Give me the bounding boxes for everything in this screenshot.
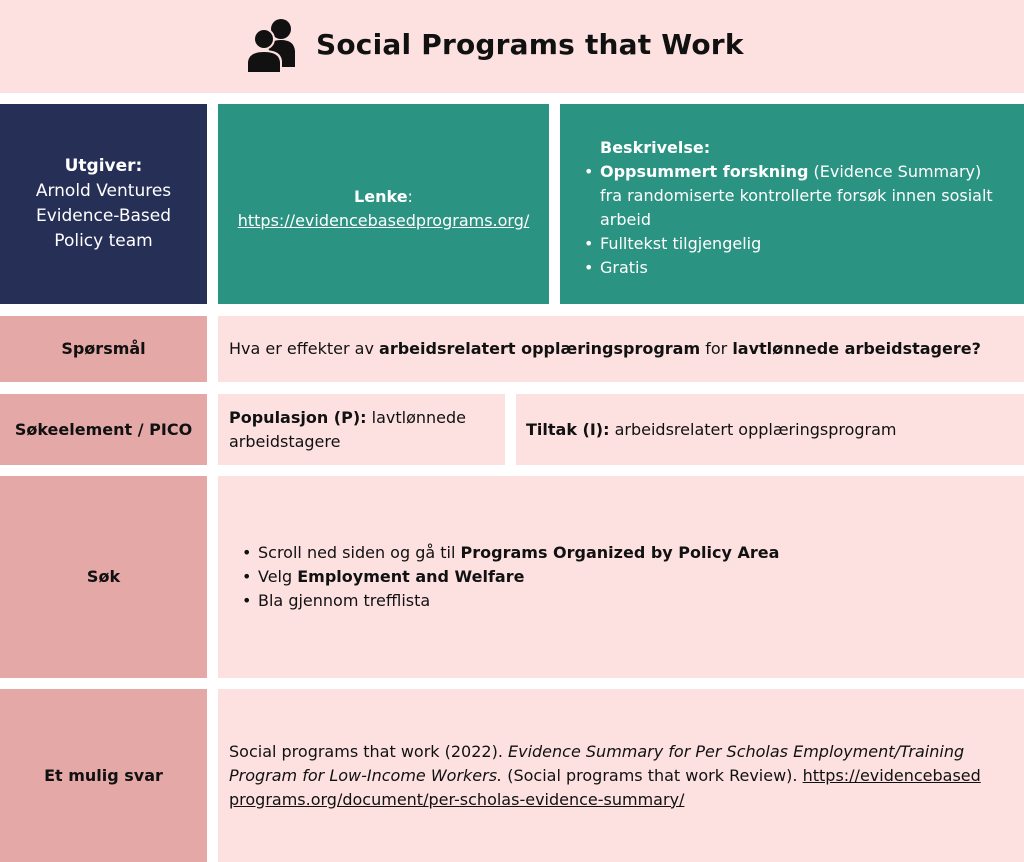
list-item: • Bla gjennom trefflista xyxy=(258,589,1024,613)
page-title: Social Programs that Work xyxy=(316,28,744,61)
answer-label-cell xyxy=(0,689,207,862)
publisher-label: Utgiver: xyxy=(64,156,143,176)
search-label-cell xyxy=(0,476,207,678)
publisher-line: Arnold Ventures xyxy=(35,181,172,201)
users-icon xyxy=(244,17,298,75)
publisher-line: Policy team xyxy=(54,231,153,251)
link-colon: : xyxy=(407,187,413,206)
description-list xyxy=(600,160,1004,280)
question-label: Spørsmål xyxy=(61,339,146,358)
link-label: Lenke xyxy=(354,187,408,206)
list-item: • Velg Employment and Welfare xyxy=(258,565,1024,589)
list-item: • Fulltekst tilgjengelig xyxy=(600,232,1004,256)
reference-text: Social programs that work (2022). Evidence Summary for Per Scholas Employment/Training Program for Low-Income Workers. (Social programs that work Review). https://evidencebasedprograms.org/document/per-scholas-evidence-summary/ xyxy=(229,741,981,809)
pico-label-cell xyxy=(0,394,207,465)
link-card xyxy=(218,104,549,304)
reference-link[interactable]: https://evidencebasedprograms.org/document/per-scholas-evidence-summary/ xyxy=(229,765,981,809)
search-steps-cell xyxy=(218,476,1024,678)
population-cell xyxy=(218,394,505,465)
list-item: • Gratis xyxy=(600,256,1004,280)
list-item: • Oppsummert forskning (Evidence Summary) fra randomiserte kontrollerte forsøk innen sosialt arbeid xyxy=(600,160,1004,232)
question-text-cell xyxy=(218,316,1024,382)
website-link[interactable]: https://evidencebasedprograms.org/ xyxy=(237,211,530,230)
description-label: Beskrivelse: xyxy=(600,138,711,157)
list-item: • Scroll ned siden og gå til Programs Organized by Policy Area xyxy=(258,541,1024,565)
intervention-cell xyxy=(516,394,1024,465)
publisher-line: Evidence-Based xyxy=(35,206,172,226)
pico-label: Søkeelement / PICO xyxy=(14,419,193,439)
intervention-text: Tiltak (I): arbeidsrelatert opplæringsprogram xyxy=(526,419,897,439)
search-steps-list xyxy=(258,541,1024,613)
answer-text-cell xyxy=(218,689,1024,862)
population-text: Populasjon (P): lavtlønnede arbeidstagere xyxy=(229,407,466,451)
answer-label: Et mulig svar xyxy=(44,765,163,785)
description-card xyxy=(560,104,1024,304)
search-label: Søk xyxy=(86,567,121,586)
publisher-card xyxy=(0,104,207,304)
question-label-cell xyxy=(0,316,207,382)
header-banner xyxy=(0,0,1024,93)
question-text: Hva er effekter av arbeidsrelatert opplæringsprogram for lavtlønnede arbeidstagere? xyxy=(229,339,981,358)
